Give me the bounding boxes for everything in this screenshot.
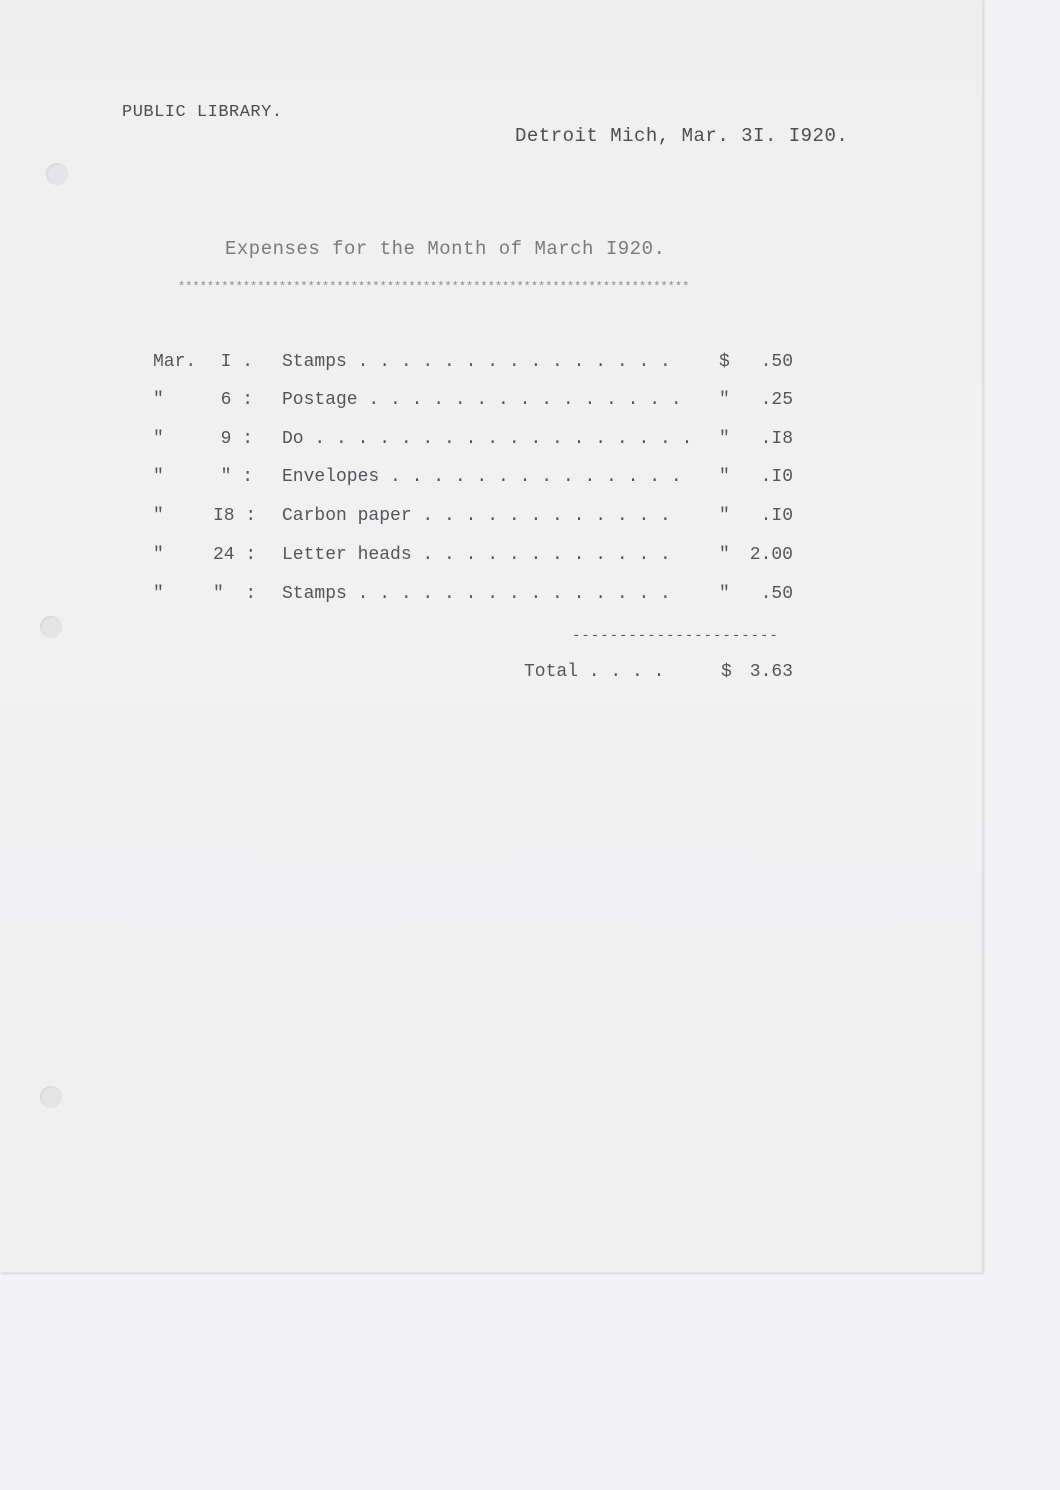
- library-heading: PUBLIC LIBRARY.: [122, 103, 283, 122]
- entry-amount: 2.00: [749, 545, 793, 565]
- expense-row: [153, 584, 813, 614]
- entry-month: ": [153, 467, 164, 487]
- expense-row: [153, 467, 813, 497]
- expense-row: [153, 506, 813, 536]
- total-row: [153, 662, 813, 692]
- asterisk-separator: ***********************************************************************: [178, 280, 690, 294]
- entry-description: Stamps . . . . . . . . . . . . . . .: [282, 352, 671, 372]
- expense-row: [153, 545, 813, 575]
- total-label: Total . . . .: [524, 662, 665, 682]
- entry-description: Letter heads . . . . . . . . . . . .: [282, 545, 671, 565]
- entry-amount: .I0: [760, 506, 793, 526]
- expense-row: [153, 390, 813, 420]
- entry-description: Envelopes . . . . . . . . . . . . . .: [282, 467, 682, 487]
- entry-month: ": [153, 584, 164, 604]
- entry-day: I .: [220, 352, 253, 372]
- entry-amount: .25: [760, 390, 793, 410]
- entry-currency: ": [719, 584, 730, 604]
- entry-amount: .50: [760, 352, 793, 372]
- document-title: Expenses for the Month of March I920.: [225, 238, 666, 260]
- location-date: Detroit Mich, Mar. 3I. I920.: [515, 125, 849, 147]
- punch-hole: [40, 616, 62, 638]
- expense-row: [153, 352, 813, 382]
- entry-day: 9 :: [220, 429, 253, 449]
- entry-month: ": [153, 390, 164, 410]
- entry-month: ": [153, 506, 164, 526]
- entry-month: Mar.: [153, 352, 197, 372]
- entry-month: ": [153, 429, 164, 449]
- entry-day: " :: [220, 467, 253, 487]
- entry-currency: ": [719, 429, 730, 449]
- total-amount: 3.63: [749, 662, 793, 682]
- punch-hole: [40, 1086, 62, 1108]
- entry-day: " :: [213, 584, 257, 604]
- entry-day: 24 :: [213, 545, 257, 565]
- entry-description: Stamps . . . . . . . . . . . . . . .: [282, 584, 671, 604]
- entry-description: Carbon paper . . . . . . . . . . . .: [282, 506, 671, 526]
- expense-row: [153, 429, 813, 459]
- total-rule: ----------------------: [572, 628, 779, 644]
- entry-month: ": [153, 545, 164, 565]
- entry-currency: ": [719, 506, 730, 526]
- entry-currency: ": [719, 545, 730, 565]
- entry-day: 6 :: [220, 390, 253, 410]
- entry-amount: .I0: [760, 467, 793, 487]
- punch-hole: [46, 163, 68, 185]
- entry-day: I8 :: [213, 506, 257, 526]
- entry-currency: ": [719, 390, 730, 410]
- total-currency: $: [721, 662, 732, 682]
- entry-description: Postage . . . . . . . . . . . . . . .: [282, 390, 682, 410]
- entry-currency: $: [719, 352, 730, 372]
- entry-currency: ": [719, 467, 730, 487]
- entry-description: Do . . . . . . . . . . . . . . . . . .: [282, 429, 693, 449]
- entry-amount: .50: [760, 584, 793, 604]
- entry-amount: .I8: [760, 429, 793, 449]
